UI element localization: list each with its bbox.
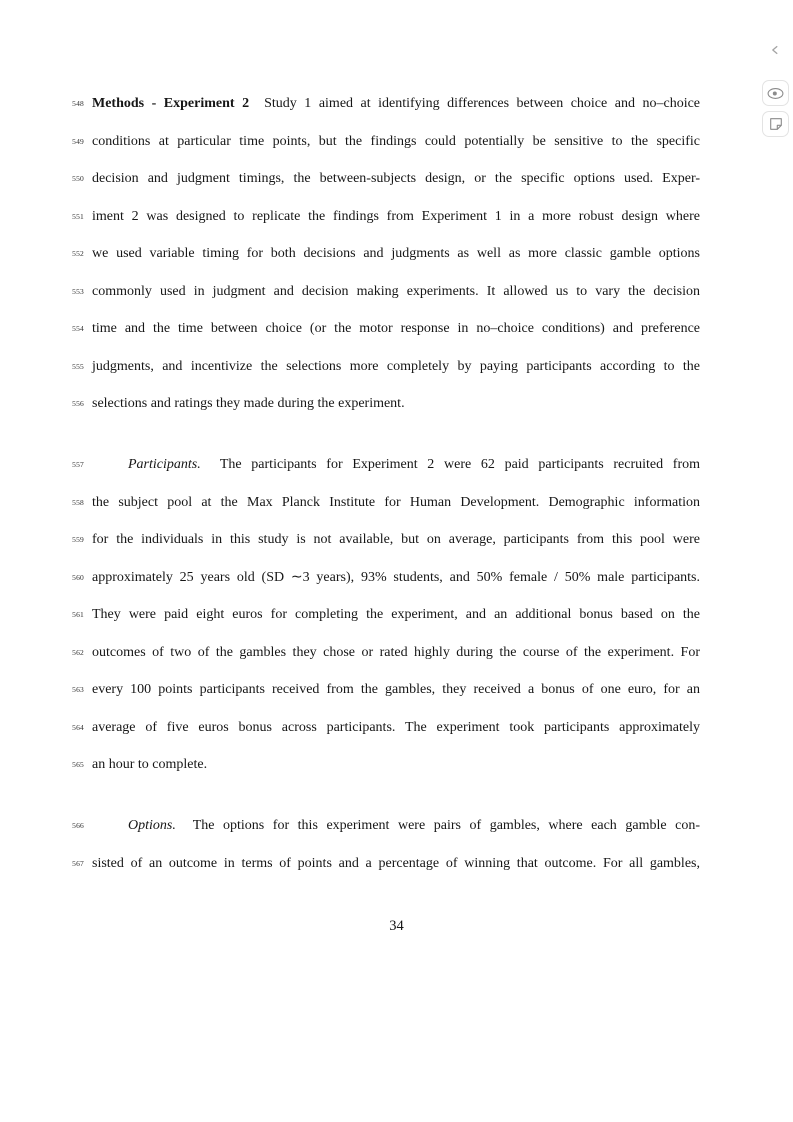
line-number: 558 xyxy=(72,497,84,507)
line-text: approximately 25 years old (SD ∼3 years), 93% students, and 50% female / 50% male participants. xyxy=(92,569,700,585)
manuscript-line xyxy=(72,348,700,386)
collapse-panel-button[interactable] xyxy=(767,42,783,58)
line-text: judgments, and incentivize the selections more completely by paying participants according to the xyxy=(92,358,700,374)
manuscript-line xyxy=(72,746,700,784)
line-text: Options. The options for this experiment were pairs of gambles, where each gamble con- xyxy=(128,818,700,833)
line-number: 567 xyxy=(72,858,84,868)
line-number: 562 xyxy=(72,647,84,657)
line-number: 560 xyxy=(72,572,84,582)
line-number: 559 xyxy=(72,535,84,544)
sticky-note-tool-button[interactable] xyxy=(762,111,789,137)
eye-icon xyxy=(767,87,784,100)
manuscript-line xyxy=(72,634,700,672)
line-text: an hour to complete. xyxy=(92,757,208,772)
line-number: 554 xyxy=(72,324,84,333)
manuscript-line xyxy=(72,85,701,123)
line-text: iment 2 was designed to replicate the findings from Experiment 1 in a more robust design where xyxy=(92,208,700,224)
line-text: every 100 points participants received from the gambles, they received a bonus of one euro, for an xyxy=(92,682,700,697)
manuscript-text xyxy=(72,85,701,882)
manuscript-line xyxy=(72,845,700,883)
manuscript-line xyxy=(72,273,700,311)
line-number: 566 xyxy=(72,821,84,830)
manuscript-line xyxy=(72,310,700,348)
line-text: time and the time between choice (or the motor response in no–choice conditions) and preference xyxy=(92,321,700,336)
manuscript-line xyxy=(72,709,700,747)
line-number: 561 xyxy=(72,610,84,619)
line-text: decision and judgment timings, the between-subjects design, or the specific options used. Exper- xyxy=(92,171,700,186)
page-number: 34 xyxy=(389,918,404,934)
manuscript-line xyxy=(72,198,700,236)
manuscript-line xyxy=(72,160,700,198)
line-number: 555 xyxy=(72,361,84,371)
line-number: 565 xyxy=(72,760,84,769)
line-number: 564 xyxy=(72,722,84,732)
manuscript-line xyxy=(72,596,700,634)
line-text: outcomes of two of the gambles they chose or rated highly during the course of the experiment. For xyxy=(92,644,700,660)
line-text: average of five euros bonus across participants. The experiment took participants approximately xyxy=(92,719,700,735)
line-number: 548 xyxy=(72,99,84,108)
line-number: 549 xyxy=(72,136,84,146)
line-text: we used variable timing for both decisions and judgments as well as more classic gamble options xyxy=(92,246,700,261)
line-number: 552 xyxy=(72,249,84,258)
line-text: for the individuals in this study is not available, but on average, participants from this pool were xyxy=(92,532,700,547)
manuscript-line xyxy=(72,559,700,597)
line-number: 563 xyxy=(72,685,84,694)
line-number: 550 xyxy=(72,174,84,183)
line-text: They were paid eight euros for completing the experiment, and an additional bonus based on the xyxy=(92,607,700,622)
manuscript-line xyxy=(72,123,700,161)
line-number: 556 xyxy=(72,399,84,408)
line-number: 553 xyxy=(72,286,84,296)
line-text: sisted of an outcome in terms of points and a percentage of winning that outcome. For all gambles, xyxy=(92,855,700,871)
sticky-note-icon xyxy=(769,117,783,131)
manuscript-line xyxy=(72,807,700,845)
manuscript-line xyxy=(72,446,700,484)
manuscript-line xyxy=(72,521,700,559)
visibility-tool-button[interactable] xyxy=(762,80,789,106)
manuscript-line xyxy=(72,671,700,709)
manuscript-line xyxy=(72,385,700,423)
line-text: conditions at particular time points, but the findings could potentially be sensitive to the specific xyxy=(92,133,700,149)
manuscript-line xyxy=(72,484,700,522)
manuscript-line xyxy=(72,235,700,273)
line-text: Methods - Experiment 2 Study 1 aimed at identifying differences between choice and no–choice xyxy=(92,96,701,111)
line-text: selections and ratings they made during the experiment. xyxy=(92,396,405,411)
chevron-left-icon xyxy=(769,44,781,56)
line-text: commonly used in judgment and decision making experiments. It allowed us to vary the decision xyxy=(92,283,700,299)
line-number: 557 xyxy=(72,460,84,469)
line-text: the subject pool at the Max Planck Institute for Human Development. Demographic information xyxy=(92,494,700,510)
line-number: 551 xyxy=(72,211,84,221)
line-text: Participants. The participants for Experiment 2 were 62 paid participants recruited from xyxy=(128,457,700,472)
